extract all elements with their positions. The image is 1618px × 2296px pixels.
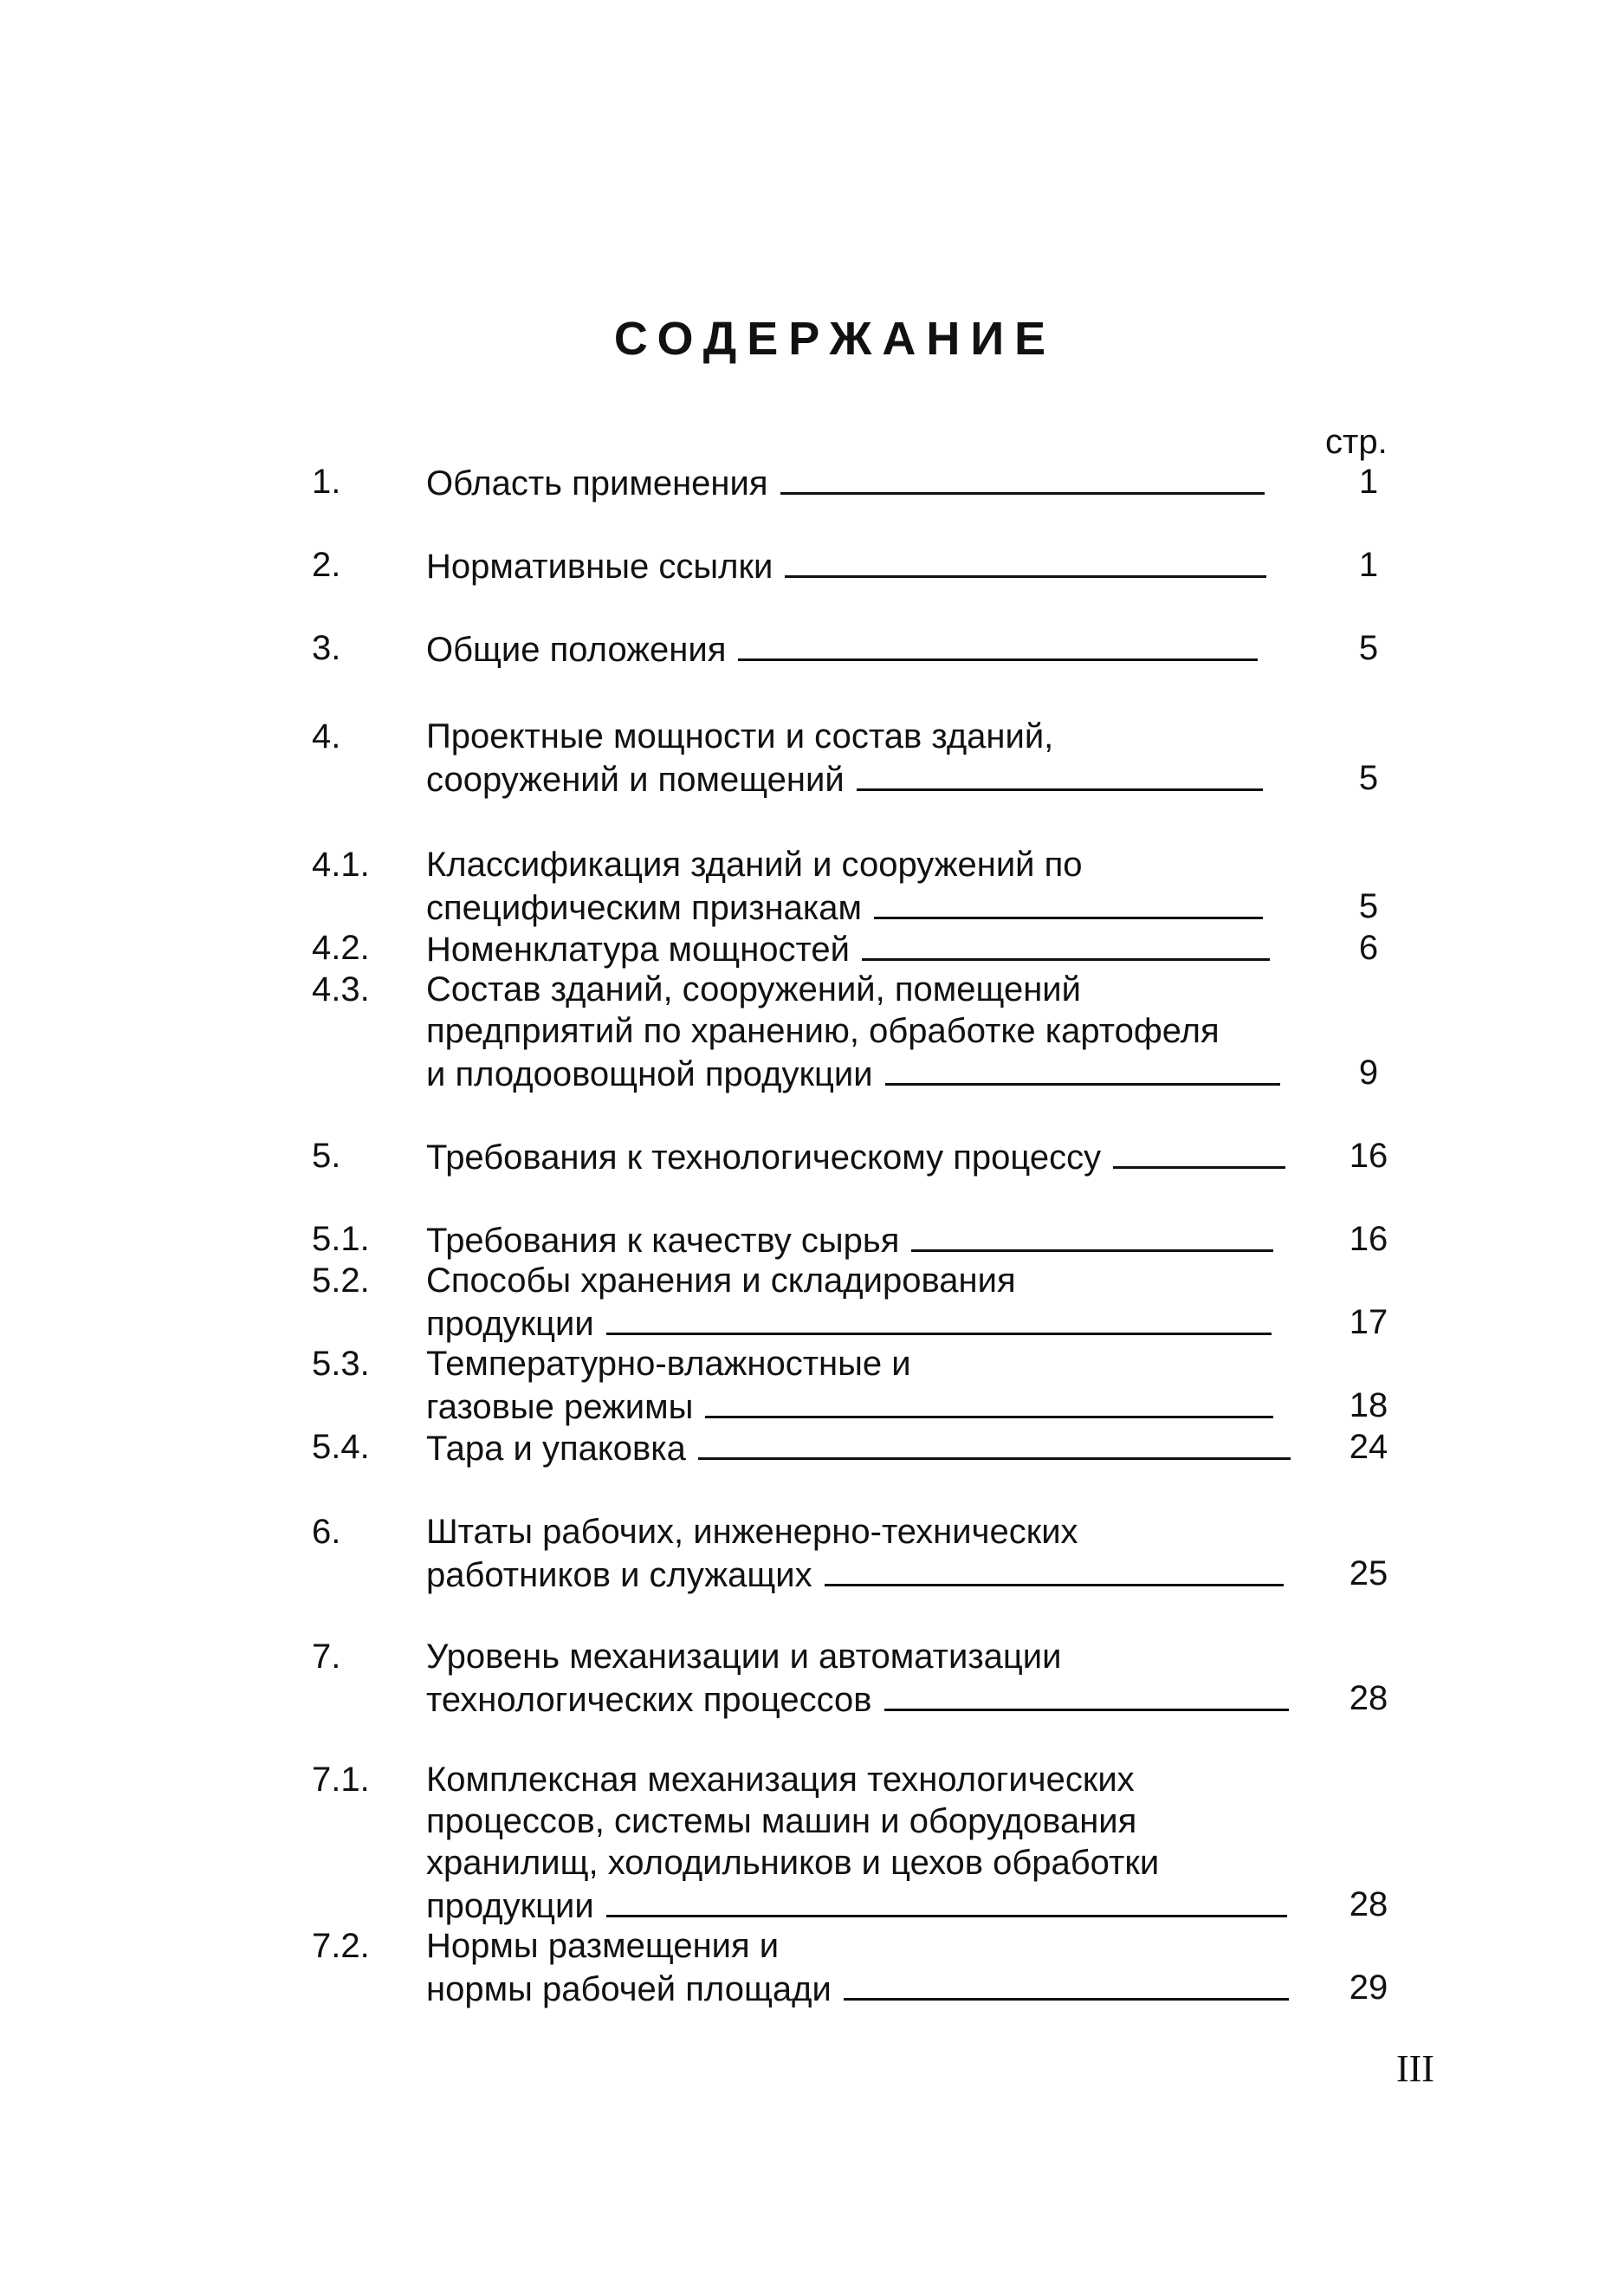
toc-leader-line [911,1218,1273,1252]
toc-entry-page: 18 [1349,1386,1388,1424]
toc-entry-title-line [426,927,1270,970]
toc-leader-line [606,1884,1287,1917]
toc-entry-title-line [426,1967,1289,2010]
page-title: СОДЕРЖАНИЕ [613,313,1057,365]
toc-entry-number: 5.1. [312,1220,370,1258]
toc-entry-title [426,969,1280,1095]
toc-entry-title-text: Номенклатура мощностей [426,931,851,969]
toc-entry-title-text: продукции [426,1887,594,1925]
toc-entry-title-text: Проектные мощности и состав зданий, [426,717,1054,756]
toc-leader-line [705,1385,1273,1418]
toc-entry-title-line [426,1842,1287,1884]
toc-entry-title-text: Способы хранения и складирования [426,1262,1016,1300]
toc-entry-number: 5.4. [312,1428,370,1466]
toc-entry-number: 4.2. [312,929,370,967]
toc-entry-title-text: Нормы размещения и [426,1927,780,1965]
toc-entry-title-line [426,1553,1284,1596]
toc-entry-page: 25 [1349,1554,1388,1592]
toc-entry-page: 9 [1358,1054,1379,1092]
toc-entry-title [426,1343,1273,1428]
toc-entry-page: 24 [1349,1428,1388,1466]
toc-entry-title [426,544,1266,587]
toc-entry-title-line [426,1135,1285,1178]
page-folio: III [1396,2047,1434,2090]
toc-entry-number: 4.3. [312,970,370,1009]
toc-leader-line [606,1301,1272,1335]
toc-leader-line [738,627,1258,661]
toc-entry-title-line [426,544,1266,587]
toc-entry-title-line [426,1260,1272,1301]
page-column-header: стр. [1325,423,1388,461]
toc-leader-line [698,1426,1291,1460]
toc-entry-title-line [426,627,1258,671]
toc-entry-title [426,1511,1284,1596]
toc-entry-title-text: Тара и упаковка [426,1430,686,1468]
toc-entry-title-line [426,1925,1289,1967]
toc-entry-title-text: Штаты рабочих, инженерно-технических [426,1513,1078,1551]
toc-entry-number: 7. [312,1638,341,1676]
toc-entry-title-text: Нормативные ссылки [426,548,773,586]
toc-entry-title-text: предприятий по хранению, обработке картофеля [426,1012,1220,1050]
toc-leader-line [884,1677,1289,1711]
toc-entry-page: 28 [1349,1679,1388,1717]
toc-leader-line [825,1553,1284,1586]
toc-entry-page: 16 [1349,1137,1388,1175]
toc-entry-title-line [426,1426,1291,1469]
toc-entry-number: 6. [312,1513,341,1551]
toc-entry-title [426,1426,1291,1469]
toc-entry-title-line [426,844,1263,885]
toc-leader-line [885,1052,1280,1086]
toc-entry-title-text: Классификация зданий и сооружений по [426,846,1083,884]
toc-leader-line [874,885,1263,919]
toc-entry-title [426,844,1263,929]
toc-entry-title-text: Область применения [426,464,768,503]
toc-entry-title-line [426,1343,1273,1385]
toc-entry-title-text: Температурно-влажностные и [426,1345,911,1383]
toc-entry-title [426,1260,1272,1345]
toc-entry-title [426,1925,1289,2010]
toc-entry-title-text: хранилищ, холодильников и цехов обработки [426,1844,1160,1882]
toc-entry-number: 7.1. [312,1761,370,1799]
toc-entry-title-text: специфическим признакам [426,889,863,927]
toc-entry-title [426,1636,1289,1721]
toc-entry-title-line [426,1052,1280,1095]
toc-entry-title-text: Общие положения [426,631,727,669]
toc-leader-line [844,1967,1289,2001]
toc-entry-title-line [426,1677,1289,1721]
toc-entry-title-text: Требования к технологическому процессу [426,1138,1102,1177]
toc-entry-title-line [426,1218,1273,1262]
toc-entry-title-line [426,1385,1273,1428]
toc-entry-title-text: нормы рабочей площади [426,1970,832,2008]
toc-entry-number: 4.1. [312,846,370,884]
toc-entry-title-line [426,1010,1280,1052]
toc-entry-title-line [426,1884,1287,1927]
toc-entry-number: 1. [312,463,341,501]
toc-entry-title-line [426,461,1265,504]
toc-entry-page: 5 [1358,887,1379,925]
toc-leader-line [857,757,1263,791]
toc-entry-title-text: и плодоовощной продукции [426,1055,873,1093]
toc-entry-title-line [426,1301,1272,1345]
toc-entry-title [426,461,1265,504]
toc-entry-title-line [426,1759,1287,1800]
toc-entry-title-text: Уровень механизации и автоматизации [426,1638,1062,1676]
toc-entry-page: 5 [1358,629,1379,667]
toc-entry-number: 3. [312,629,341,667]
toc-entry-page: 17 [1349,1303,1388,1341]
toc-entry-number: 7.2. [312,1927,370,1965]
toc-entry-title-line [426,1636,1289,1677]
toc-entry-title [426,1218,1273,1262]
toc-entry-title [426,627,1258,671]
toc-entry-page: 16 [1349,1220,1388,1258]
toc-entry-title-text: Состав зданий, сооружений, помещений [426,970,1081,1009]
toc-entry-title-line [426,716,1263,757]
toc-leader-line [1113,1135,1285,1169]
toc-entry-number: 5. [312,1137,341,1175]
toc-entry-page: 1 [1358,463,1379,501]
toc-entry-title-text: продукции [426,1305,594,1343]
toc-entry-number: 4. [312,717,341,756]
toc-entry-page: 5 [1358,759,1379,797]
toc-entry-page: 29 [1349,1968,1388,2007]
toc-entry-title-text: процессов, системы машин и оборудования [426,1802,1137,1840]
toc-leader-line [780,461,1265,495]
toc-leader-line [862,927,1270,961]
toc-entry-title [426,716,1263,801]
toc-entry-title-text: газовые режимы [426,1388,694,1426]
toc-entry-number: 5.3. [312,1345,370,1383]
toc-entry-number: 2. [312,546,341,584]
toc-leader-line [785,544,1266,578]
toc-entry-title-line [426,1800,1287,1842]
toc-entry-title [426,1135,1285,1178]
toc-entry-page: 1 [1358,546,1379,584]
toc-entry-title-line [426,885,1263,929]
toc-entry-title-line [426,1511,1284,1553]
toc-entry-page: 28 [1349,1885,1388,1923]
toc-entry-title-line [426,757,1263,801]
toc-entry-title-text: Комплексная механизация технологических [426,1761,1135,1799]
toc-entry-title-text: сооружений и помещений [426,761,845,799]
toc-entry-title [426,1759,1287,1927]
toc-entry-title [426,927,1270,970]
toc-entry-page: 6 [1358,929,1379,967]
toc-entry-title-text: Требования к качеству сырья [426,1222,900,1260]
toc-entry-title-line [426,969,1280,1010]
toc-entry-title-text: работников и служащих [426,1556,812,1594]
toc-entry-number: 5.2. [312,1262,370,1300]
toc-entry-title-text: технологических процессов [426,1681,872,1719]
